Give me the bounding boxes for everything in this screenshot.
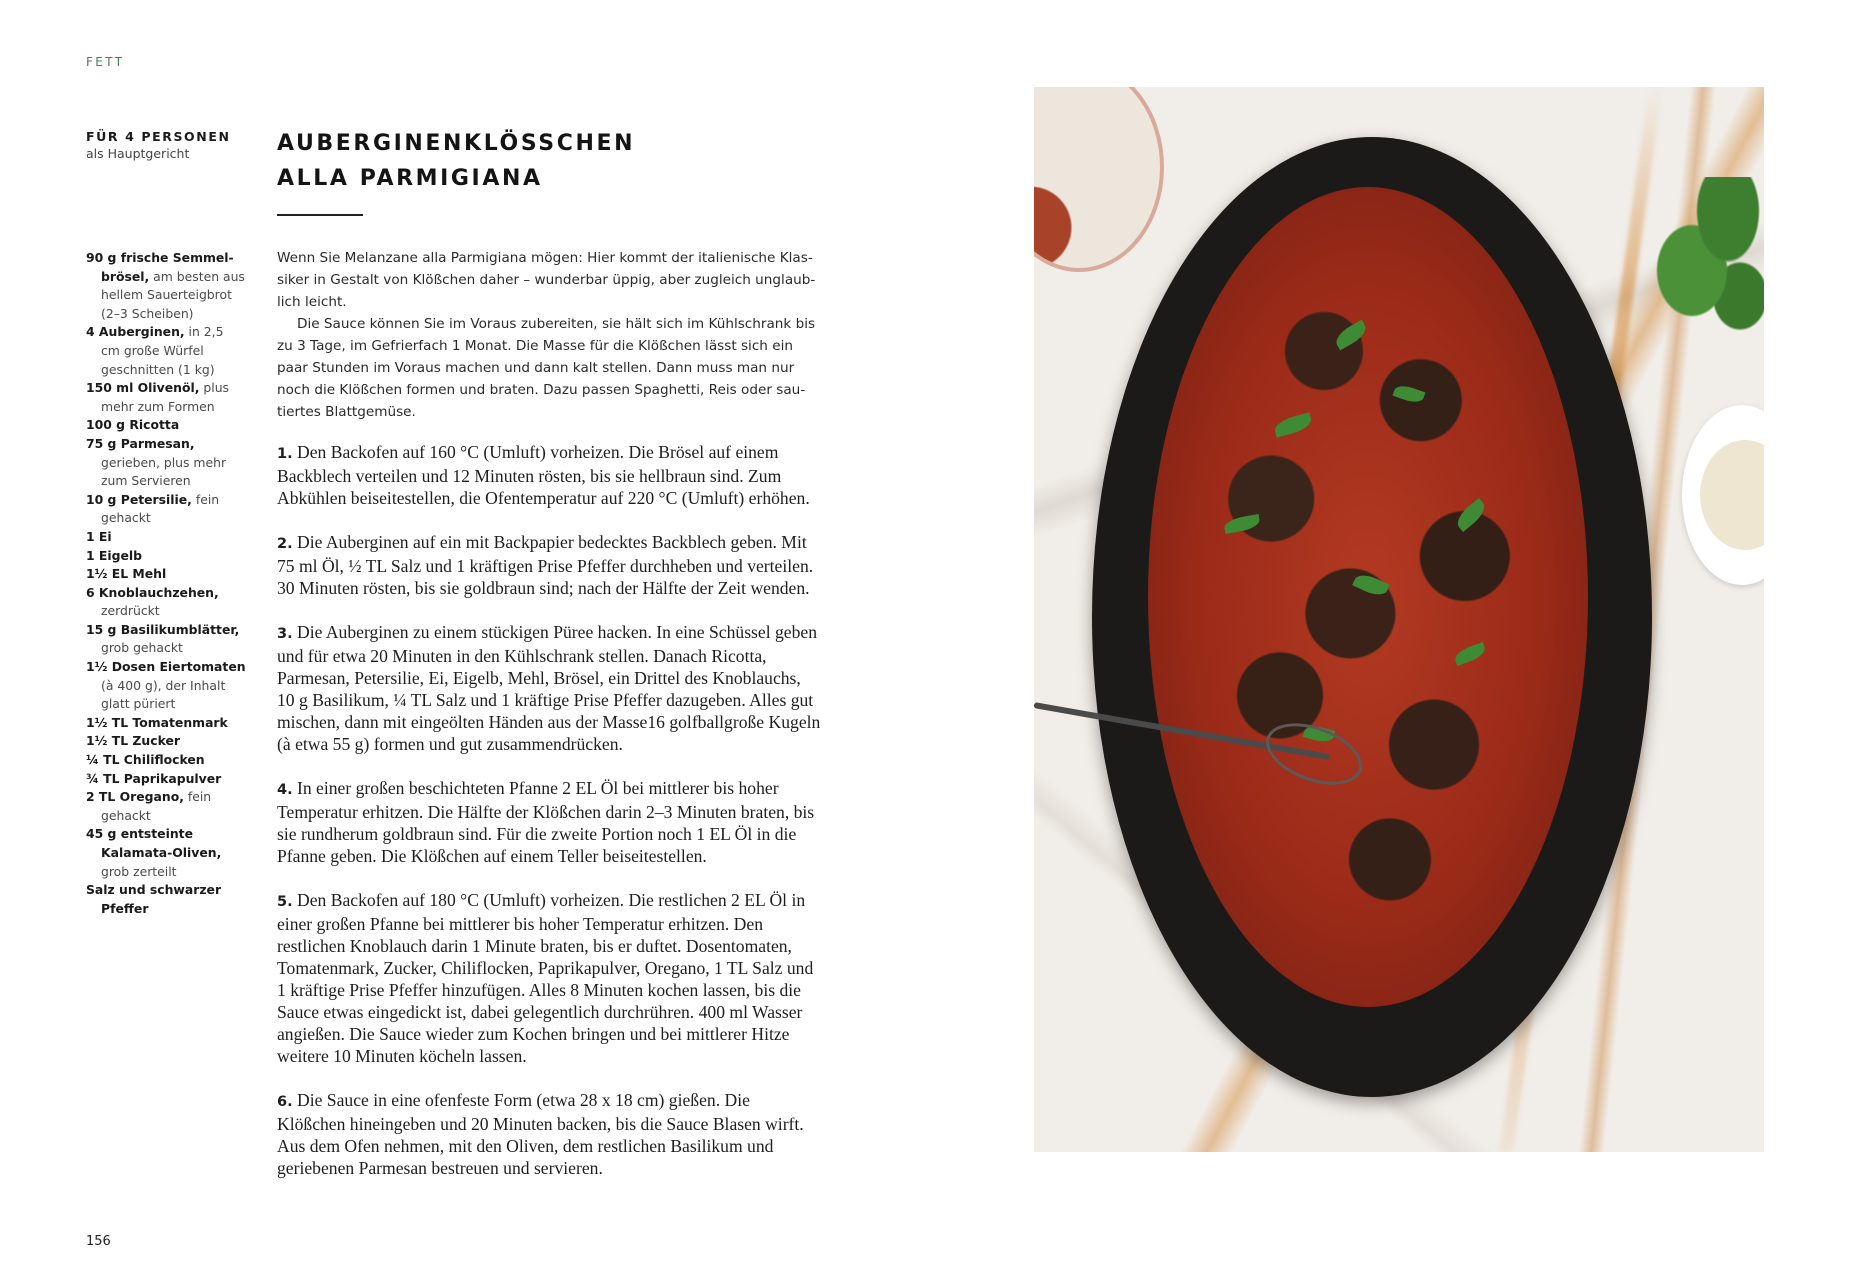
ingredient-desc: gerieben, plus mehr zum Servieren	[101, 454, 227, 489]
intro-paragraph: Die Sauce können Sie im Voraus zubereiten, sie hält sich im Kühlschrank bis zu 3 Tage, im Gefrierfach 1 Monat. Die Masse für die Klößchen lässt sich ein paar Stunden im Voraus machen und dann kalt stellen. Dann muss man nur noch die Klößchen formen und braten. Dazu passen Spaghetti, Reis oder sautiertes Blattgemüse.	[277, 316, 816, 420]
basil-bunch	[1644, 177, 1764, 347]
ingredient-amount: 100 g Ricotta	[86, 417, 180, 433]
step-item	[277, 777, 822, 867]
recipe-photo	[1034, 87, 1764, 1152]
servings-note: als Hauptgericht	[86, 146, 190, 161]
recipe-title-line-2: ALLA PARMIGIANA	[277, 166, 543, 191]
ingredient-amount: 2 TL Oregano,	[86, 789, 184, 805]
ingredient-item	[86, 547, 246, 566]
step-item	[277, 1089, 822, 1179]
ingredient-amount: 1½ Dosen Eiertomaten	[86, 659, 246, 675]
step-item	[277, 531, 822, 599]
ingredient-amount: 150 ml Olivenöl,	[86, 380, 200, 396]
step-number: 5.	[277, 894, 293, 910]
recipe-title	[277, 126, 635, 196]
meatballs-in-sauce	[1148, 187, 1588, 1007]
ingredient-item	[86, 621, 246, 658]
step-text: Den Backofen auf 160 °C (Umluft) vorheizen. Die Brösel auf einem Backblech verteilen und 12 Minuten rösten, bis sie hellbraun sind. Zum Abkühlen beiseitestellen, die Ofentemperatur auf 220 °C (Umluft) erhöhen.	[277, 442, 810, 508]
step-text: In einer großen beschichteten Pfanne 2 EL Öl bei mittlerer bis hoher Temperatur erhitzen. Die Hälfte der Klößchen darin 2–3 Minuten braten, bis sie rundherum goldbraun sind. Für die zweite Portion noch 1 EL Öl in die Pfanne geben. Die Klößchen auf einem Teller beiseitestellen.	[277, 778, 815, 866]
servings-block	[86, 129, 246, 161]
ingredient-item	[86, 491, 246, 528]
ingredient-desc: grob gehackt	[101, 640, 183, 656]
ingredient-amount: 1½ EL Mehl	[86, 566, 167, 582]
ingredient-item	[86, 435, 246, 491]
ingredient-amount: 75 g Parmesan,	[86, 435, 195, 451]
recipe-intro	[277, 247, 822, 423]
step-text: Die Auberginen auf ein mit Backpapier bedecktes Backblech geben. Mit 75 ml Öl, ½ TL Salz und 1 kräftigen Prise Pfeffer durchheben und verteilen. 30 Minuten rösten, bis sie goldbraun sind; nach der Hälfte der Zeit wenden.	[277, 532, 814, 598]
ingredient-item	[86, 379, 246, 416]
ingredient-desc: fein gehackt	[101, 491, 220, 526]
ingredient-item	[86, 770, 246, 789]
step-item	[277, 621, 822, 755]
ingredient-amount: 45 g entsteinte Kalamata-Oliven,	[86, 826, 222, 860]
step-number: 2.	[277, 536, 293, 552]
step-number: 3.	[277, 626, 293, 642]
ingredient-item	[86, 584, 246, 621]
ingredient-amount: 10 g Petersilie,	[86, 491, 192, 507]
ingredient-desc: am besten aus hellem Sauerteigbrot (2–3 Scheiben)	[101, 268, 245, 321]
ingredient-desc: grob zerteilt	[101, 863, 177, 879]
recipe-title-line-1: AUBERGINENKLÖSSCHEN	[277, 131, 636, 156]
ingredient-desc: zerdrückt	[101, 603, 160, 619]
step-number: 1.	[277, 446, 293, 462]
ingredient-amount: Salz und schwarzer Pfeffer	[86, 882, 222, 916]
ingredient-desc: (à 400 g), der Inhalt glatt püriert	[101, 677, 226, 712]
section-label: FETT	[86, 55, 125, 69]
step-number: 4.	[277, 782, 293, 798]
ingredient-item	[86, 825, 246, 881]
ingredient-item	[86, 714, 246, 733]
ingredient-amount: ¼ TL Chiliflocken	[86, 752, 205, 768]
ingredient-desc: plus mehr zum Formen	[101, 380, 230, 414]
ingredient-item	[86, 323, 246, 379]
ingredient-item	[86, 881, 246, 918]
ingredient-amount: 1 Ei	[86, 528, 112, 544]
step-text: Die Auberginen zu einem stückigen Püree hacken. In eine Schüssel geben und für etwa 20 Minuten in den Kühlschrank stellen. Danach Ricotta, Parmesan, Petersilie, Ei, Eigelb, Mehl, Brösel, ein Drittel des Knoblauchs, 10 g Basilikum, ¼ TL Salz und 1 kräftige Prise Pfeffer dazugeben. Alles gut mischen, dann mit eingeölten Händen aus der Masse16 golfballgroße Kugeln (à etwa 55 g) formen und gut zusammendrücken.	[277, 622, 821, 754]
ingredient-item	[86, 732, 246, 751]
step-text: Die Sauce in eine ofenfeste Form (etwa 28 x 18 cm) gießen. Die Klößchen hineingeben und 20 Minuten backen, bis die Sauce Blasen wirft. Aus dem Ofen nehmen, mit den Oliven, dem restlichen Basilikum und geriebenen Parmesan bestreuen und servieren.	[277, 1090, 804, 1178]
ingredient-item	[86, 565, 246, 584]
ingredient-amount: 6 Knoblauchzehen,	[86, 584, 219, 600]
ingredient-item	[86, 658, 246, 714]
recipe-steps	[277, 441, 822, 1201]
ingredient-list	[86, 249, 246, 918]
ingredient-amount: 15 g Basilikumblätter,	[86, 621, 240, 637]
ingredient-amount: ¾ TL Paprikapulver	[86, 770, 222, 786]
ingredient-item	[86, 788, 246, 825]
step-number: 6.	[277, 1094, 293, 1110]
ingredient-item	[86, 249, 246, 323]
ingredient-amount: 4 Auberginen,	[86, 324, 185, 340]
intro-paragraph: Wenn Sie Melanzane alla Parmigiana mögen: Hier kommt der italienische Klassiker in Gestalt von Klößchen daher – wunderbar üppig, aber zugleich unglaublich leicht.	[277, 250, 816, 310]
ingredient-amount: 1½ TL Zucker	[86, 733, 180, 749]
side-bowl-left	[1034, 87, 1164, 272]
step-text: Den Backofen auf 180 °C (Umluft) vorheizen. Die restlichen 2 EL Öl in einer großen Pfanne bei mittlerer bis hoher Temperatur erhitzen. Den restlichen Knoblauch darin 1 Minute braten, bis er duftet. Dosentomaten, Tomatenmark, Zucker, Chiliflocken, Paprikapulver, Oregano, 1 TL Salz und 1 kräftige Prise Pfeffer hinzufügen. Alles 8 Minuten kochen lassen, bis die Sauce etwas eingedickt ist, dabei gelegentlich durchrühren. 400 ml Wasser angießen. Die Sauce wieder zum Kochen bringen und bei mittlerer Hitze weitere 10 Minuten köcheln lassen.	[277, 890, 814, 1066]
ingredient-desc: fein gehackt	[101, 789, 212, 823]
title-divider	[277, 214, 363, 216]
page-number: 156	[86, 1234, 111, 1249]
ingredient-amount: 90 g frische Semmelbrösel,	[86, 250, 234, 284]
step-item	[277, 441, 822, 509]
parmesan-bowl	[1682, 405, 1764, 585]
ingredient-amount: 1 Eigelb	[86, 547, 143, 563]
ingredient-item	[86, 416, 246, 435]
ingredient-desc: in 2,5 cm große Würfel geschnitten (1 kg)	[101, 324, 224, 377]
servings-count: FÜR 4 PERSONEN	[86, 129, 231, 144]
step-item	[277, 889, 822, 1067]
ingredient-amount: 1½ TL Tomatenmark	[86, 714, 228, 730]
ingredient-item	[86, 751, 246, 770]
ingredient-item	[86, 528, 246, 547]
